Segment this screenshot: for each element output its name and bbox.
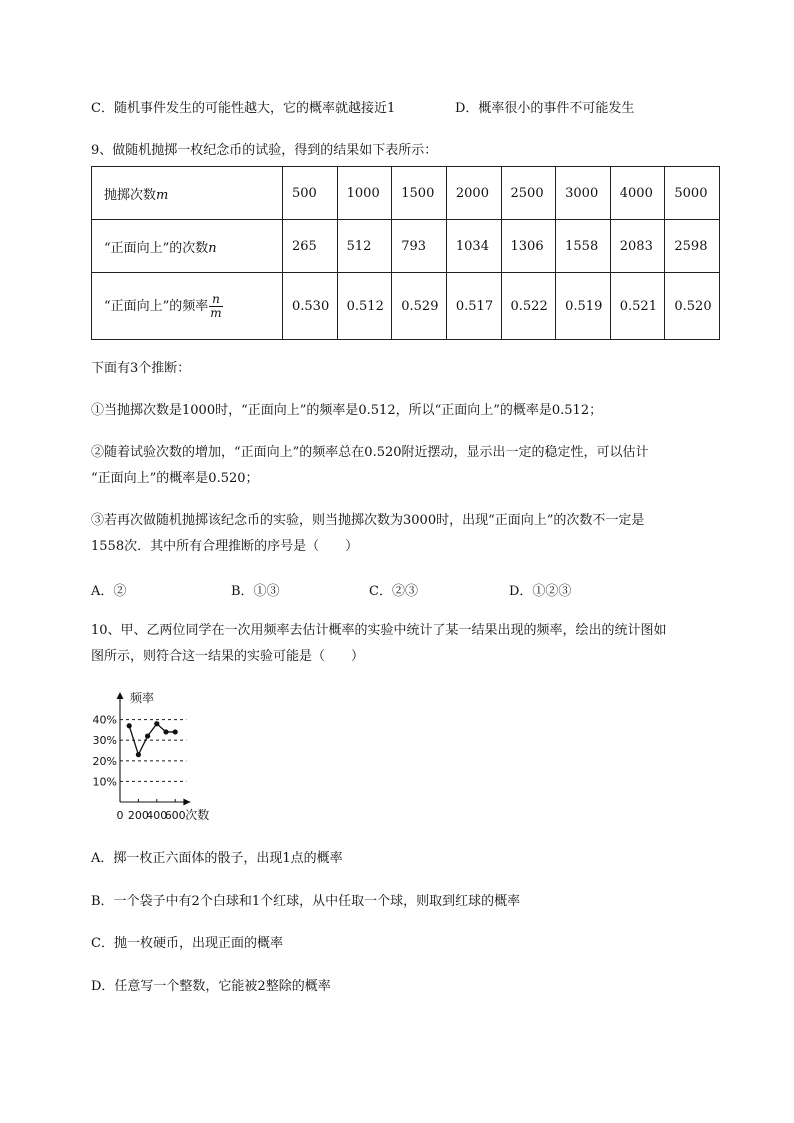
q10-stem-line-1: 10、甲、乙两位同学在一次用频率去估计概率的实验中统计了某一结果出现的频率，绘出的统计图如 [91, 623, 667, 638]
y-tick-label: 20% [92, 754, 117, 768]
q10-option-b: B．一个袋子中有2个白球和1个红球，从中任取一个球，则取到红球的概率 [91, 894, 521, 909]
cell-tosses-7: 5000 [665, 167, 720, 220]
row-label-tosses [92, 167, 283, 220]
cell-heads-2: 793 [392, 220, 447, 273]
q9-option-a: A．② [91, 584, 127, 599]
x-axis-arrow [183, 799, 190, 806]
q9-statement-2-line-2: “正面向上”的概率是0.520； [91, 471, 259, 486]
fraction-denominator: m [210, 305, 222, 320]
row-label-text: “正面向上”的次数 [104, 240, 209, 256]
q9-statement-3-line-2: 1558次．其中所有合理推断的序号是（ ） [91, 539, 359, 554]
cell-tosses-1: 1000 [337, 167, 392, 220]
data-point [145, 733, 150, 738]
cell-tosses-5: 3000 [556, 167, 611, 220]
x-tick-label: 200 [127, 809, 149, 822]
q9-statement-2-line-1: ②随着试验次数的增加，“正面向上”的频率总在0.520附近摆动，显示出一定的稳定性，可以估计 [91, 445, 649, 460]
q9-statement-1: ①当抛掷次数是1000时，“正面向上”的频率是0.512，所以“正面向上”的概率是0.512； [91, 403, 603, 418]
fraction-numerator: n [209, 293, 222, 307]
q9-option-b: B．①③ [231, 584, 280, 599]
q9-stem: 9、做随机抛掷一枚纪念币的试验，得到的结果如下表所示： [91, 143, 438, 158]
cell-freq-5: 0.519 [556, 273, 611, 340]
cell-heads-0: 265 [283, 220, 338, 273]
cell-tosses-3: 2000 [446, 167, 501, 220]
y-tick-label: 40% [92, 713, 117, 727]
cell-freq-1: 0.512 [337, 273, 392, 340]
cell-freq-2: 0.529 [392, 273, 447, 340]
cell-freq-0: 0.530 [283, 273, 338, 340]
y-axis-arrow [117, 692, 124, 699]
x-tick-label: 400 [146, 809, 168, 822]
x-tick-label: 600 [164, 809, 186, 822]
cell-heads-7: 2598 [665, 220, 720, 273]
var-n: n [208, 240, 217, 256]
table-row-heads [92, 220, 720, 273]
cell-tosses-6: 4000 [610, 167, 665, 220]
cell-tosses-4: 2500 [501, 167, 556, 220]
chart-series [127, 721, 178, 757]
table-row-frequency [92, 273, 720, 340]
cell-freq-4: 0.522 [501, 273, 556, 340]
row-label-text: 抛掷次数 [104, 187, 157, 203]
q10-option-d: D．任意写一个整数，它能被2整除的概率 [91, 979, 331, 994]
q9-results-table [91, 166, 720, 340]
q10-option-a: A．掷一枚正六面体的骰子，出现1点的概率 [91, 851, 343, 866]
q8-option-d: D．概率很小的事件不可能发生 [455, 101, 635, 116]
var-m: m [156, 187, 169, 203]
origin-label: 0 [116, 809, 124, 822]
frequency-line-chart [88, 688, 298, 828]
cell-heads-6: 2083 [610, 220, 665, 273]
data-point [163, 729, 168, 734]
y-tick-label: 30% [92, 734, 117, 748]
data-point [127, 723, 132, 728]
data-point [136, 752, 141, 757]
q10-stem-line-2: 图所示，则符合这一结果的实验可能是（ ） [91, 649, 365, 664]
row-label-text: “正面向上”的频率 [104, 298, 209, 314]
x-axis-label: 次数 [185, 808, 210, 822]
cell-freq-6: 0.521 [610, 273, 665, 340]
q9-intro: 下面有3个推断： [91, 361, 191, 376]
cell-tosses-2: 1500 [392, 167, 447, 220]
fraction-n-over-m [209, 293, 222, 320]
cell-freq-7: 0.520 [665, 273, 720, 340]
table-row-tosses [92, 167, 720, 220]
q9-statement-3-line-1: ③若再次做随机抛掷该纪念币的实验，则当抛掷次数为3000时，出现“正面向上”的次数不一定是 [91, 513, 645, 528]
data-point [173, 729, 178, 734]
q9-option-c: C．②③ [369, 584, 418, 599]
cell-heads-3: 1034 [446, 220, 501, 273]
y-tick-label: 10% [92, 775, 117, 789]
series-line [129, 724, 175, 755]
q9-option-d: D．①②③ [509, 584, 572, 599]
cell-heads-1: 512 [337, 220, 392, 273]
row-label-frequency [92, 273, 283, 340]
cell-tosses-0: 500 [283, 167, 338, 220]
q8-option-c: C．随机事件发生的可能性越大，它的概率就越接近1 [91, 101, 396, 116]
cell-heads-5: 1558 [556, 220, 611, 273]
q10-option-c: C．抛一枚硬币，出现正面的概率 [91, 936, 283, 951]
data-point [154, 721, 159, 726]
row-label-heads [92, 220, 283, 273]
chart-axes [117, 692, 191, 806]
cell-heads-4: 1306 [501, 220, 556, 273]
cell-freq-3: 0.517 [446, 273, 501, 340]
y-axis-label: 频率 [130, 691, 155, 705]
